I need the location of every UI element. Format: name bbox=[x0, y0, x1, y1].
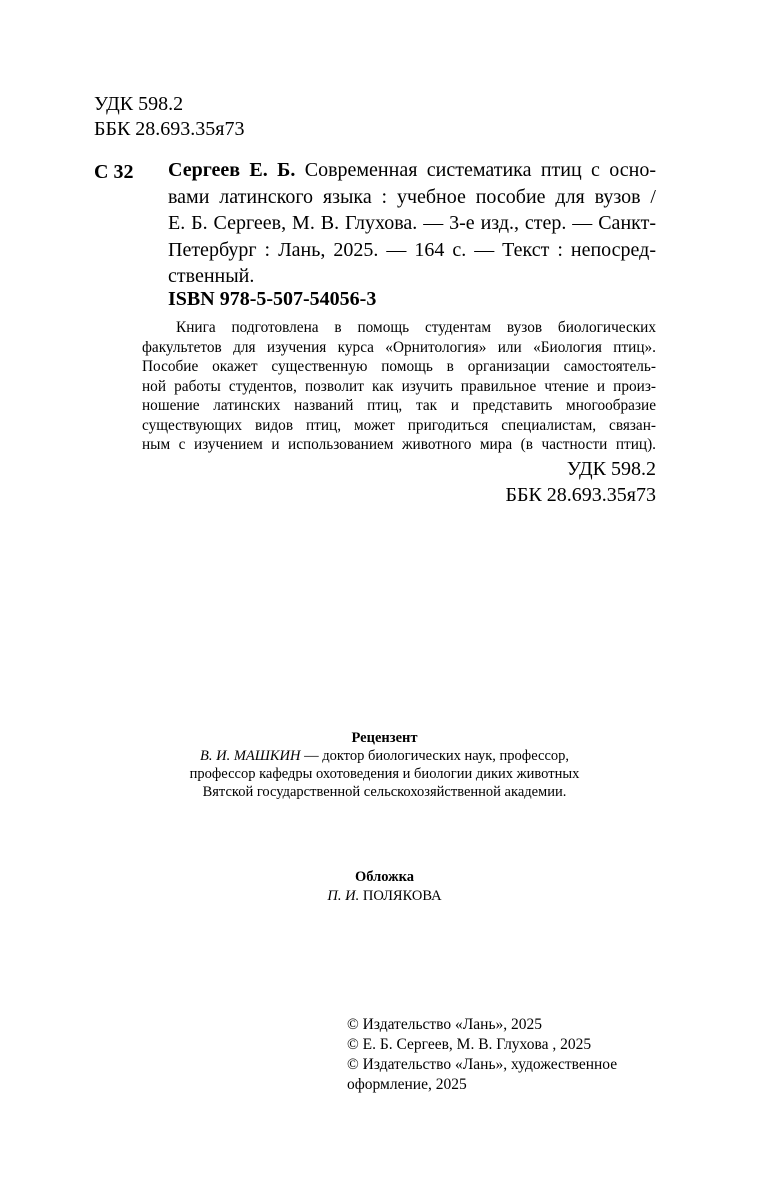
biblio-line-5: ственный. bbox=[168, 265, 255, 287]
cover-initials: П. И. bbox=[327, 888, 360, 904]
reviewer-line-1 bbox=[0, 747, 769, 765]
header-classification bbox=[94, 92, 245, 142]
classification-udk: УДК 598.2 bbox=[566, 458, 656, 480]
cover-block bbox=[0, 868, 769, 906]
header-udk: УДК 598.2 bbox=[94, 93, 184, 115]
biblio-line-1 bbox=[168, 157, 656, 184]
cover-heading: Обложка bbox=[354, 869, 415, 885]
copyright-line: © Издательство «Лань», 2025 bbox=[347, 1016, 543, 1033]
annotation-line: Пособие окажет существенную помощь в организации самостоятель- bbox=[142, 358, 656, 375]
annotation-line: ным с изучением и использованием животного мира (в частности птиц). bbox=[142, 436, 656, 453]
classification-block bbox=[505, 456, 656, 508]
cover-designer bbox=[0, 887, 769, 906]
isbn: ISBN 978-5-507-54056-3 bbox=[168, 288, 377, 310]
biblio-line-4: Петербург : Лань, 2025. — 164 с. — Текст : непосред- bbox=[168, 238, 656, 261]
annotation-line: Книга подготовлена в помощь студентам вузов биологических bbox=[176, 319, 656, 336]
reviewer-block bbox=[0, 729, 769, 801]
copyright-line: © Издательство «Лань», художественное bbox=[347, 1056, 618, 1073]
annotation-line: ношение латинских названий птиц, так и представить многообразие bbox=[142, 397, 656, 414]
biblio-line-3: Е. Б. Сергеев, М. В. Глухова. — 3-е изд., стер. — Санкт- bbox=[168, 212, 656, 234]
annotation bbox=[142, 318, 656, 455]
bibliographic-record bbox=[168, 157, 656, 290]
annotation-line: существующих видов птиц, может пригодиться специалистам, связан- bbox=[142, 416, 656, 434]
annotation-line: факультетов для изучения курса «Орнитология» или «Биология птиц». bbox=[142, 338, 656, 356]
catalog-code: С 32 bbox=[94, 161, 134, 183]
header-bbk: ББК 28.693.35я73 bbox=[94, 118, 245, 140]
title-start: Современная систематика птиц с осно- bbox=[304, 159, 657, 181]
reviewer-name: В. И. МАШКИН bbox=[199, 748, 301, 764]
copyright-line: оформление, 2025 bbox=[347, 1076, 467, 1093]
copyright-block bbox=[347, 1015, 652, 1095]
annotation-line: ной работы студентов, позволит как изучить правильное чтение и произ- bbox=[142, 377, 656, 395]
reviewer-heading: Рецензент bbox=[351, 730, 418, 746]
cover-surname: ПОЛЯКОВА bbox=[359, 888, 442, 904]
biblio-line-2: вами латинского языка : учебное пособие для вузов / bbox=[168, 185, 656, 208]
reviewer-line-2: профессор кафедры охотоведения и биологии диких животных bbox=[189, 766, 580, 782]
reviewer-credentials: — доктор биологических наук, профессор, bbox=[300, 748, 570, 764]
copyright-line: © Е. Б. Сергеев, М. В. Глухова , 2025 bbox=[347, 1036, 592, 1053]
reviewer-line-3: Вятской государственной сельскохозяйственной академии. bbox=[202, 784, 567, 800]
classification-bbk: ББК 28.693.35я73 bbox=[505, 484, 656, 506]
author-name: Сергеев Е. Б. bbox=[168, 159, 296, 181]
